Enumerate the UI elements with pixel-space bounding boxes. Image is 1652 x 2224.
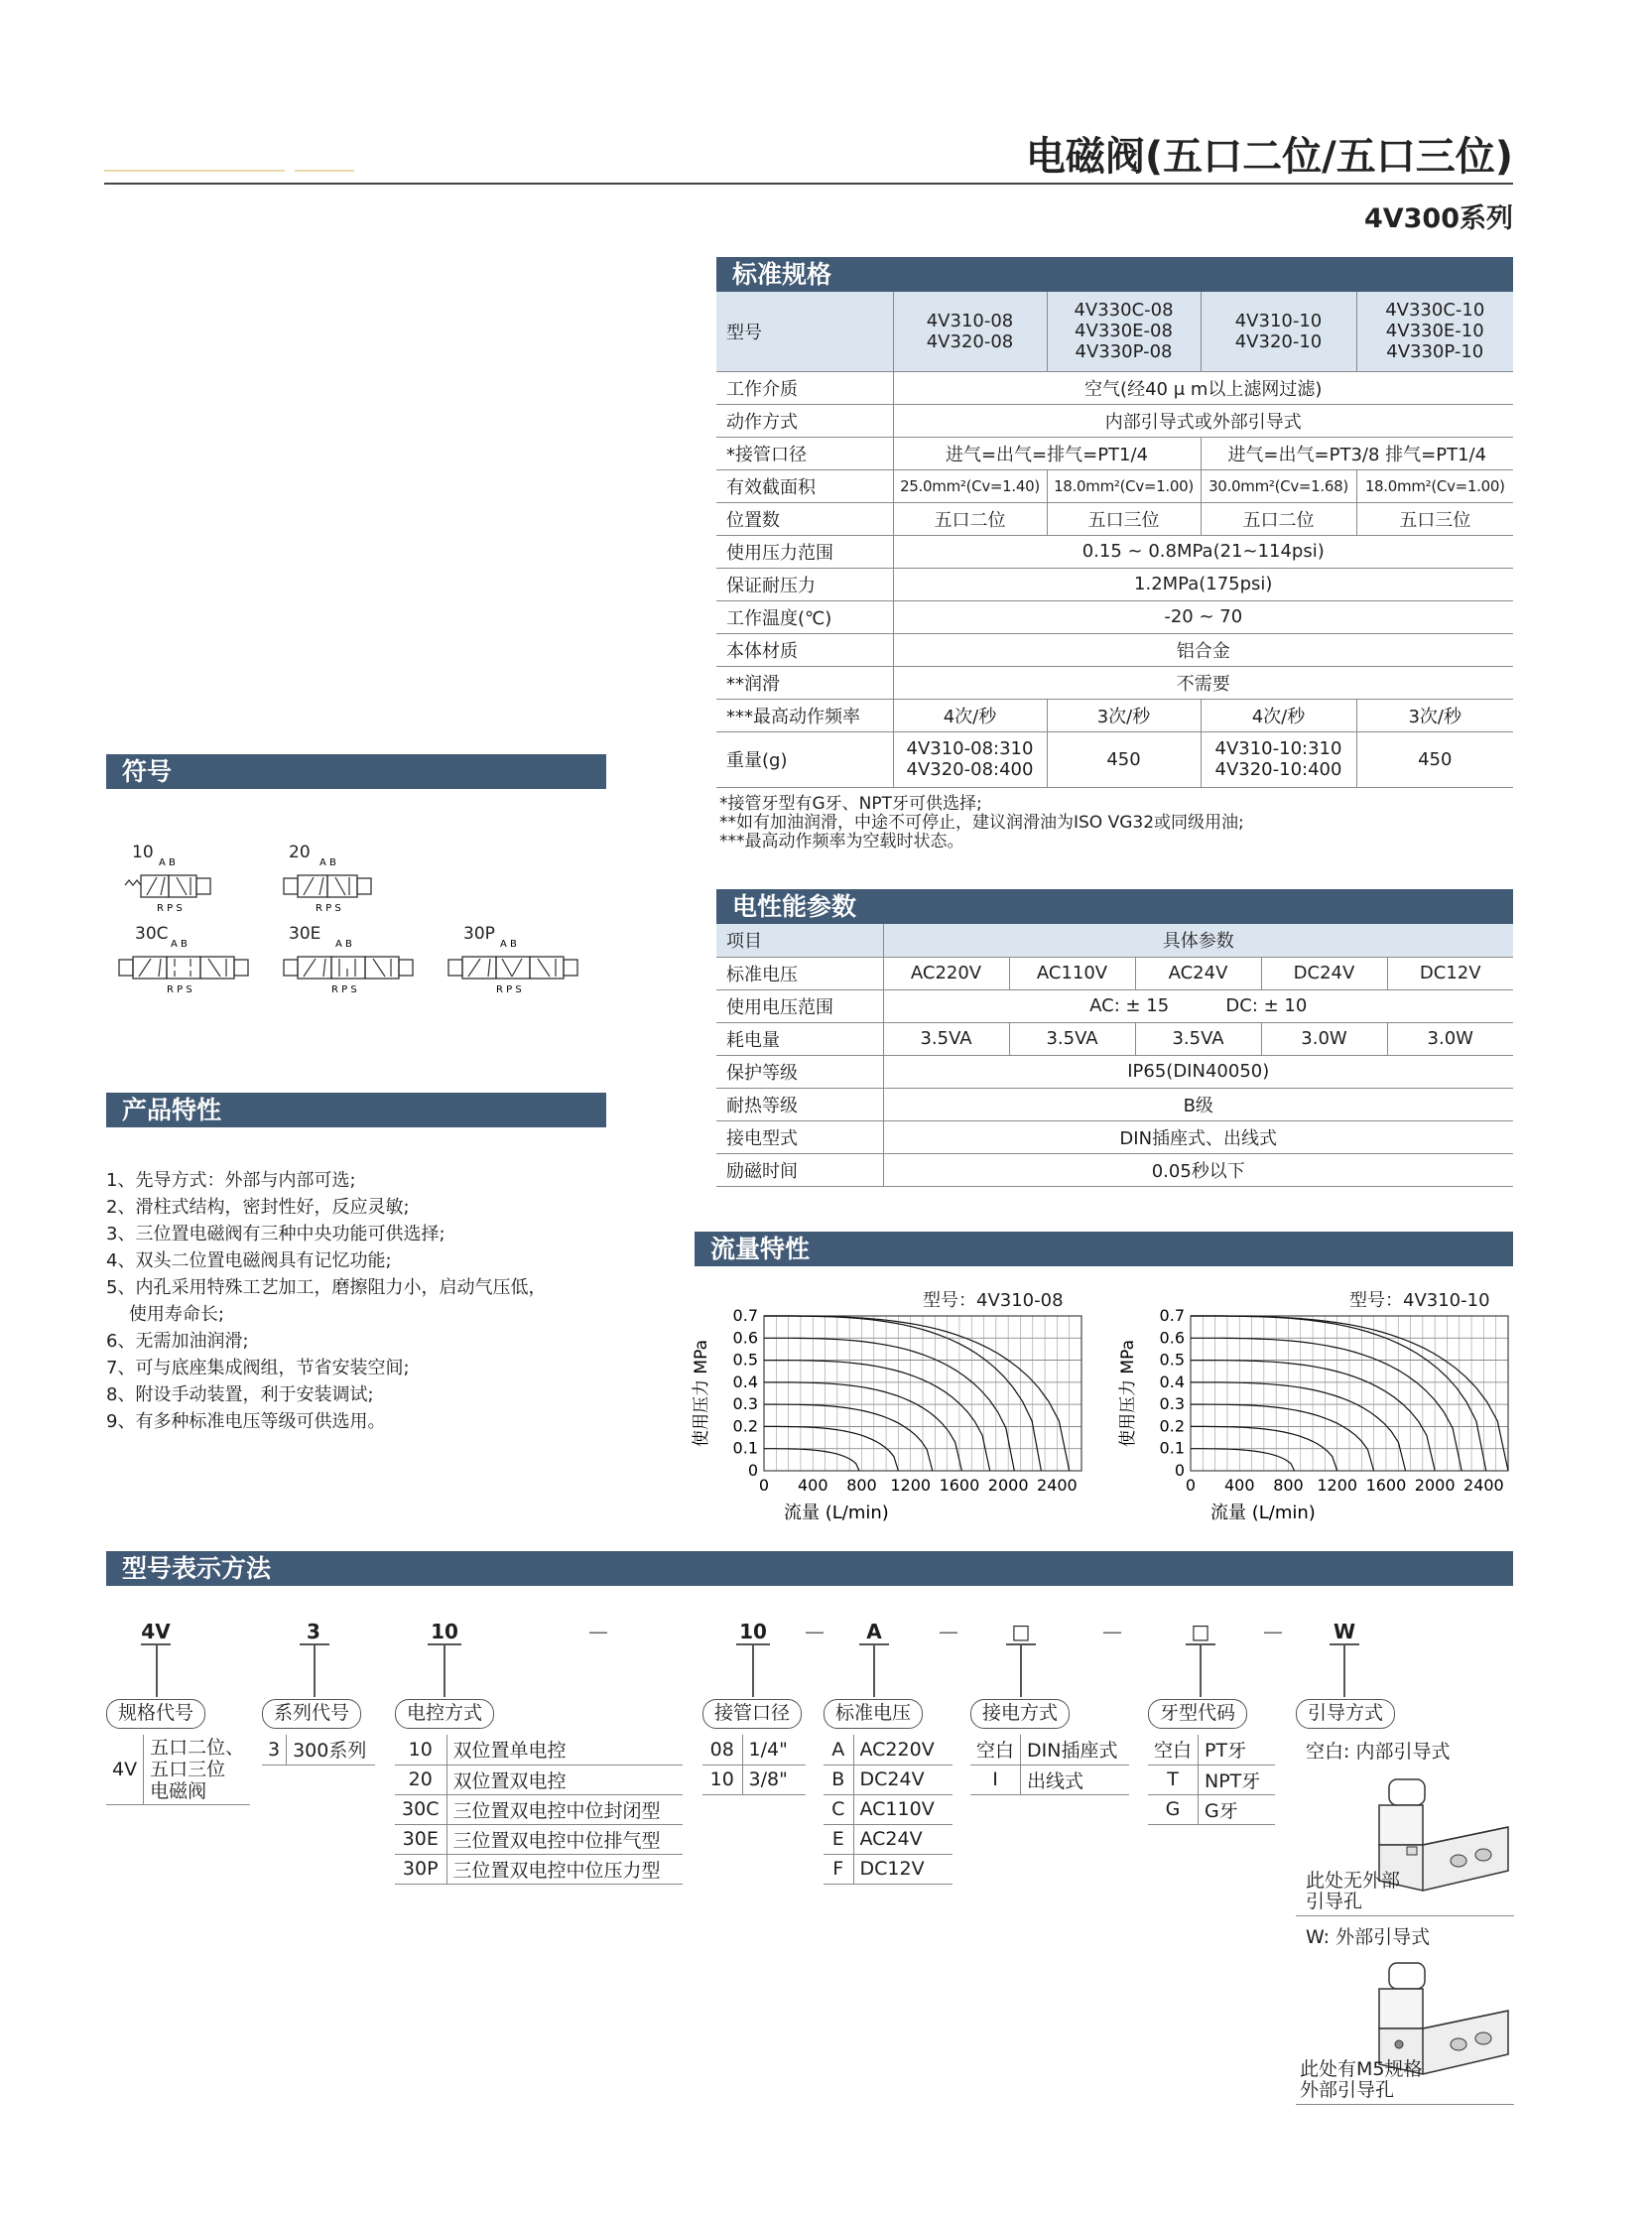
section-bar-symbol: 符号 <box>106 754 606 789</box>
spec-notes: *接管牙型有G牙、NPT牙可供选择; **如有加油润滑，中途不可停止，建议润滑油为ISO VG32或同级用油; ***最高动作频率为空载时状态。 <box>719 794 1244 851</box>
x-tick-label: 2400 <box>1463 1476 1504 1495</box>
code-connector <box>444 1643 445 1697</box>
y-axis-label: 使用压力 MPa <box>692 1340 711 1447</box>
pilot-external-note: 此处有M5规格 外部引导孔 <box>1300 2058 1423 2101</box>
series-line <box>764 1316 1070 1471</box>
x-tick-label: 800 <box>846 1476 877 1495</box>
spec-row: *接管口径 进气=出气=排气=PT1/4 进气=出气=PT3/8 排气=PT1/4 <box>716 437 1513 469</box>
valve-symbol-10-icon <box>121 855 220 913</box>
series-line <box>764 1449 859 1471</box>
feature-item: 1、先导方式：外部与内部可选; <box>106 1170 356 1191</box>
spec-row: 本体材质 铝合金 <box>716 633 1513 666</box>
pilot-internal-label: 空白: 内部引导式 <box>1306 1741 1451 1763</box>
x-axis-label: 流量 (L/min) <box>784 1503 889 1523</box>
x-tick-label: 0 <box>1185 1476 1197 1495</box>
feature-item: 使用寿命长; <box>106 1304 224 1325</box>
pilot-internal-note: 此处无外部 引导孔 <box>1306 1870 1401 1912</box>
y-tick-label: 0 <box>747 1461 758 1480</box>
code-connector <box>1200 1643 1202 1697</box>
feature-item: 8、附设手动装置，利于安装调试; <box>106 1384 374 1405</box>
svg-text:A B: A B <box>319 857 336 868</box>
header-accent-line <box>104 170 285 172</box>
y-tick-label: 0.3 <box>732 1394 758 1414</box>
x-tick-label: 1200 <box>890 1476 932 1495</box>
spec-row: 工作介质 空气(经40 μ m以上滤网过滤) <box>716 371 1513 404</box>
section-bar-model: 型号表示方法 <box>106 1551 1513 1586</box>
electrical-row: 标准电压 AC220V AC110V AC24V DC24V DC12V <box>716 957 1513 989</box>
symbol-label: 30P <box>463 924 495 944</box>
control-table: 10 双位置单电控 20 双位置双电控 30C 三位置双电控中位封闭型 30E 三位置双电控中位排气型 30P 三位置双电控中位压力型 <box>395 1735 683 1885</box>
code-control: 10 <box>431 1620 458 1643</box>
connect-table: 空白 DIN插座式 I 出线式 <box>970 1735 1129 1795</box>
series-line <box>1191 1404 1374 1471</box>
x-tick-label: 2000 <box>1414 1476 1456 1495</box>
feature-item: 7、可与底座集成阀组，节省安装空间; <box>106 1358 410 1378</box>
model-cell: 4V330C-08 4V330E-08 4V330P-08 <box>1047 292 1201 371</box>
svg-text:R P S: R P S <box>316 903 341 913</box>
code-port: 10 <box>739 1620 767 1643</box>
feature-item: 3、三位置电磁阀有三种中央功能可供选择; <box>106 1224 445 1244</box>
series-code-table: 3 300系列 <box>262 1735 375 1766</box>
y-tick-label: 0 <box>1174 1461 1185 1480</box>
spec-row: 使用压力范围 0.15 ~ 0.8MPa(21~114psi) <box>716 535 1513 568</box>
model-cell: 4V310-08 4V320-08 <box>893 292 1047 371</box>
y-tick-label: 0.7 <box>732 1306 758 1325</box>
symbol-label: 30E <box>289 924 321 944</box>
spec-row: 动作方式 内部引导式或外部引导式 <box>716 404 1513 437</box>
section-bar-electrical: 电性能参数 <box>716 889 1513 924</box>
series-line <box>1191 1316 1486 1471</box>
code-connector <box>873 1643 875 1697</box>
pill-port: 接管口径 <box>702 1699 802 1729</box>
code-dash: — <box>1102 1620 1122 1643</box>
symbol-label: 20 <box>289 843 311 862</box>
x-tick-label: 2000 <box>987 1476 1029 1495</box>
header-divider <box>104 183 1513 185</box>
spec-model-row: 型号 4V310-08 4V320-08 4V330C-08 4V330E-08 4V330P-08 4V310-10 4V320-10 4V330C-10 4V330E-10 4V330P-10 <box>716 292 1513 371</box>
svg-text:R P S: R P S <box>157 903 183 913</box>
code-voltage: A <box>866 1620 882 1643</box>
code-connector <box>1343 1643 1345 1697</box>
code-dash: — <box>588 1620 608 1643</box>
y-axis-label: 使用压力 MPa <box>1118 1340 1138 1447</box>
valve-symbol-30e-icon <box>280 937 419 994</box>
valve-symbol-30p-icon <box>445 937 583 994</box>
code-pilot: W <box>1333 1620 1356 1643</box>
x-tick-label: 0 <box>758 1476 770 1495</box>
code-thread: □ <box>1191 1620 1210 1643</box>
pill-connect: 接电方式 <box>970 1699 1070 1729</box>
code-series-prefix: 4V <box>141 1620 171 1643</box>
y-tick-label: 0.2 <box>1159 1416 1185 1436</box>
code-connector <box>1020 1643 1022 1697</box>
spec-row: **润滑 不需要 <box>716 666 1513 699</box>
header-accent-line <box>295 170 354 172</box>
series-line <box>764 1316 1041 1471</box>
flow-chart-4v310-10 <box>1111 1306 1528 1534</box>
spec-code-table: 4V 五口二位、 五口三位 电磁阀 <box>106 1735 250 1805</box>
page-title: 电磁阀(五口二位/五口三位) <box>1025 134 1513 180</box>
y-tick-label: 0.6 <box>1159 1328 1185 1348</box>
code-series: 3 <box>307 1620 320 1643</box>
electrical-row: 耗电量 3.5VA 3.5VA 3.5VA 3.0W 3.0W <box>716 1022 1513 1055</box>
pill-series-code: 系列代号 <box>262 1699 361 1729</box>
x-tick-label: 800 <box>1273 1476 1304 1495</box>
chart-title: 型号：4V310-10 <box>1349 1290 1490 1311</box>
electrical-row: 使用电压范围 AC: ± 15 DC: ± 10 <box>716 989 1513 1022</box>
series-line <box>1191 1449 1295 1471</box>
y-tick-label: 0.7 <box>1159 1306 1185 1325</box>
x-tick-label: 1200 <box>1317 1476 1358 1495</box>
x-tick-label: 1600 <box>939 1476 980 1495</box>
electrical-row: 保护等级 IP65(DIN40050) <box>716 1055 1513 1088</box>
section-bar-spec: 标准规格 <box>716 257 1513 292</box>
port-table: 08 1/4" 10 3/8" <box>702 1735 806 1795</box>
divider <box>1296 1915 1514 1916</box>
feature-item: 5、内孔采用特殊工艺加工，磨擦阻力小，启动气压低， <box>106 1277 547 1298</box>
symbol-label: 10 <box>132 843 154 862</box>
section-bar-flow: 流量特性 <box>695 1232 1513 1266</box>
spec-table <box>716 292 1513 788</box>
x-tick-label: 2400 <box>1037 1476 1078 1495</box>
svg-text:R P S: R P S <box>167 984 192 994</box>
spec-row: 工作温度(℃) -20 ~ 70 <box>716 600 1513 633</box>
y-tick-label: 0.5 <box>732 1350 758 1370</box>
divider <box>1296 2104 1514 2105</box>
y-tick-label: 0.4 <box>1159 1372 1185 1391</box>
electrical-row: 励磁时间 0.05秒以下 <box>716 1153 1513 1186</box>
code-dash: — <box>939 1620 958 1643</box>
x-tick-label: 1600 <box>1365 1476 1407 1495</box>
y-tick-label: 0.1 <box>1159 1438 1185 1458</box>
series-line <box>764 1404 933 1471</box>
svg-text:R P S: R P S <box>496 984 522 994</box>
code-connector <box>314 1643 316 1697</box>
model-cell: 4V310-10 4V320-10 <box>1201 292 1356 371</box>
feature-item: 2、滑柱式结构，密封性好，反应灵敏; <box>106 1197 410 1218</box>
series-title: 4V300系列 <box>1363 203 1513 234</box>
svg-text:A B: A B <box>159 857 176 868</box>
feature-item: 4、双头二位置电磁阀具有记忆功能; <box>106 1250 392 1271</box>
y-tick-label: 0.2 <box>732 1416 758 1436</box>
code-connector <box>752 1643 754 1697</box>
pilot-external-label: W: 外部引导式 <box>1306 1926 1431 1948</box>
svg-text:A B: A B <box>500 939 517 950</box>
chart-title: 型号：4V310-08 <box>923 1290 1064 1311</box>
code-dash: — <box>1263 1620 1283 1643</box>
electrical-table <box>716 924 1513 1187</box>
y-tick-label: 0.6 <box>732 1328 758 1348</box>
x-tick-label: 400 <box>1223 1476 1255 1495</box>
feature-item: 9、有多种标准电压等级可供选用。 <box>106 1411 386 1432</box>
series-line <box>764 1361 990 1471</box>
spec-row: 重量(g) 4V310-08:310 4V320-08:400 450 4V310-10:310 4V320-10:400 450 <box>716 731 1513 787</box>
svg-text:A B: A B <box>171 939 188 950</box>
valve-symbol-30c-icon <box>115 937 254 994</box>
valve-symbol-20-icon <box>278 855 387 913</box>
pill-voltage: 标准电压 <box>824 1699 923 1729</box>
pill-pilot: 引导方式 <box>1296 1699 1395 1729</box>
x-tick-label: 400 <box>797 1476 828 1495</box>
symbol-label: 30C <box>135 924 169 944</box>
spec-row: 有效截面积 25.0mm²(Cv=1.40) 18.0mm²(Cv=1.00) 30.0mm²(Cv=1.68) 18.0mm²(Cv=1.00) <box>716 469 1513 502</box>
pill-thread: 牙型代码 <box>1148 1699 1247 1729</box>
section-bar-features: 产品特性 <box>106 1093 606 1127</box>
code-dash: — <box>805 1620 825 1643</box>
pill-spec-code: 规格代号 <box>106 1699 205 1729</box>
spec-row: ***最高动作频率 4次/秒 3次/秒 4次/秒 3次/秒 <box>716 699 1513 731</box>
y-tick-label: 0.1 <box>732 1438 758 1458</box>
pill-control: 电控方式 <box>395 1699 494 1729</box>
svg-text:A B: A B <box>335 939 352 950</box>
spec-row: 保证耐压力 1.2MPa(175psi) <box>716 568 1513 600</box>
y-tick-label: 0.5 <box>1159 1350 1185 1370</box>
voltage-table: A AC220V B DC24V C AC110V E AC24V F DC12V <box>824 1735 953 1885</box>
spec-row: 位置数 五口二位 五口三位 五口二位 五口三位 <box>716 502 1513 535</box>
model-cell: 4V330C-10 4V330E-10 4V330P-10 <box>1356 292 1513 371</box>
code-connect: □ <box>1011 1620 1031 1643</box>
y-tick-label: 0.3 <box>1159 1394 1185 1414</box>
electrical-row: 接电型式 DIN插座式、出线式 <box>716 1120 1513 1153</box>
y-tick-label: 0.4 <box>732 1372 758 1391</box>
svg-text:R P S: R P S <box>331 984 357 994</box>
electrical-row: 耐热等级 B级 <box>716 1088 1513 1120</box>
code-connector <box>156 1643 158 1697</box>
thread-table: 空白 PT牙 T NPT牙 G G牙 <box>1148 1735 1275 1825</box>
flow-chart-4v310-08 <box>685 1306 1101 1534</box>
feature-item: 6、无需加油润滑; <box>106 1331 249 1352</box>
electrical-head-row: 项目 具体参数 <box>716 924 1513 957</box>
x-axis-label: 流量 (L/min) <box>1210 1503 1316 1523</box>
feature-list <box>106 1167 546 1435</box>
